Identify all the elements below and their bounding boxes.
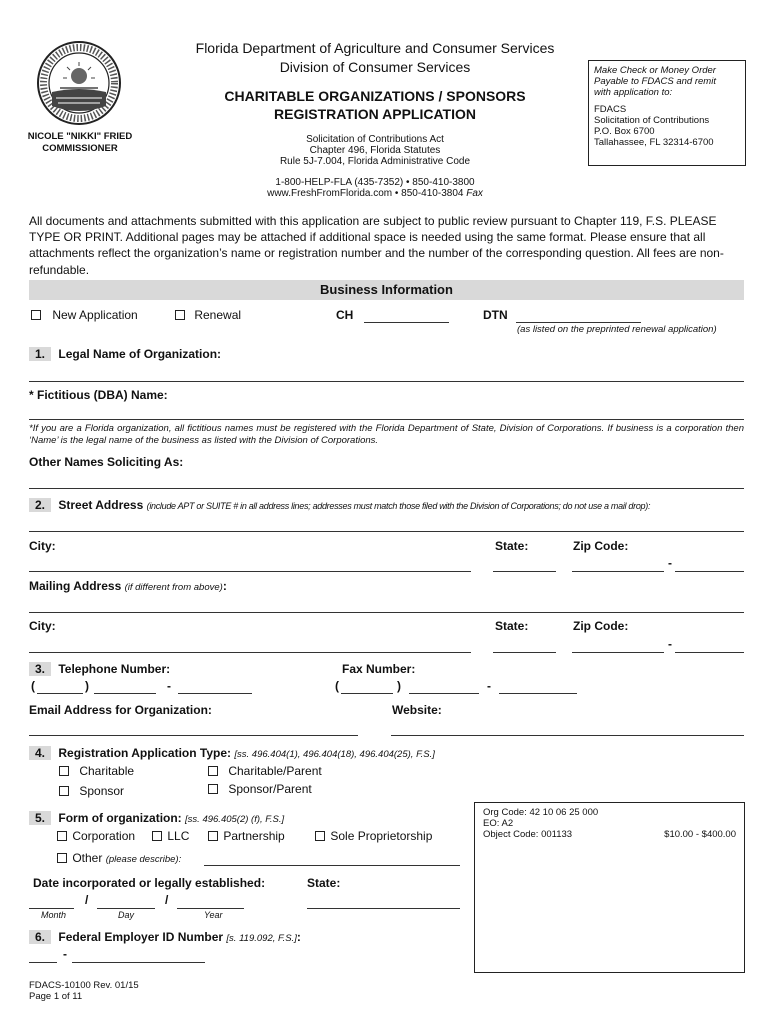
q5-label: Form of organization:: [58, 811, 182, 825]
renewal-label: Renewal: [194, 308, 242, 322]
org-other-field[interactable]: [204, 865, 460, 866]
type-sponsor-checkbox[interactable]: [59, 786, 69, 796]
q2-number: 2.: [29, 498, 51, 512]
org-sole-proprietorship-label: Sole Proprietorship: [330, 829, 433, 843]
org-code: Org Code: 42 10 06 25 000: [483, 807, 599, 818]
new-application-label: New Application: [52, 308, 138, 322]
other-names-label: Other Names Soliciting As:: [29, 455, 184, 469]
fax-prefix-field[interactable]: [409, 693, 479, 694]
registration-type-label: [29, 746, 435, 760]
fax-label: Fax: [466, 188, 483, 199]
tel-paren-open: (: [31, 679, 35, 693]
fax-line-field[interactable]: [499, 693, 577, 694]
q1-label: Legal Name of Organization:: [58, 347, 222, 361]
org-llc-label: LLC: [167, 829, 190, 843]
type-sponsor-parent-label: Sponsor/Parent: [228, 782, 312, 796]
type-sponsor-label: Sponsor: [79, 784, 125, 798]
tel-dash: -: [167, 679, 171, 693]
new-application-checkbox[interactable]: [31, 310, 41, 320]
type-sponsor-parent-option[interactable]: [208, 782, 312, 796]
ch-label: CH: [336, 308, 354, 322]
mailing-address-field[interactable]: [29, 612, 744, 613]
eo-code: EO: A2: [483, 818, 514, 829]
fee-range: $10.00 - $400.00: [664, 829, 736, 840]
org-partnership-checkbox[interactable]: [208, 831, 218, 841]
mailing-city-label: City:: [29, 619, 56, 633]
commissioner-title: COMMISSIONER: [42, 143, 118, 154]
mailing-label: Mailing Address: [29, 579, 122, 593]
website-field[interactable]: [391, 735, 744, 736]
q6-label: Federal Employer ID Number: [58, 930, 224, 944]
zip4-field[interactable]: [675, 571, 744, 572]
renewal-checkbox[interactable]: [175, 310, 185, 320]
org-other-note: (please describe):: [105, 854, 182, 865]
payment-box: [588, 60, 746, 166]
dtn-note: (as listed on the preprinted renewal application): [517, 324, 717, 335]
mailing-state-label: State:: [495, 619, 529, 633]
form-number: FDACS-10100 Rev. 01/15: [29, 980, 139, 991]
mailing-city-field[interactable]: [29, 652, 471, 653]
seal-icon: [36, 40, 122, 126]
org-corporation-label: Corporation: [72, 829, 136, 843]
street-address-label: [29, 498, 650, 512]
q3-label: Telephone Number:: [58, 662, 171, 676]
fein-dash: -: [63, 947, 67, 961]
q6-cite: [s. 119.092, F.S.]: [226, 933, 297, 944]
dtn-field[interactable]: [516, 322, 641, 323]
q1-number: 1.: [29, 347, 51, 361]
payment-addr1: FDACS: [594, 104, 627, 115]
payment-line1: Make Check or Money Order: [594, 65, 716, 76]
mailing-note: (if different from above): [124, 582, 223, 593]
q6-number: 6.: [29, 930, 51, 944]
act-name: Solicitation of Contributions Act: [306, 134, 444, 145]
payment-addr2: Solicitation of Contributions: [594, 115, 710, 126]
fax-paren-close: ): [397, 679, 401, 693]
payment-addr3: P.O. Box 6700: [594, 126, 655, 137]
fax-dash: -: [487, 679, 491, 693]
org-partnership-option[interactable]: [208, 829, 285, 843]
zip-field[interactable]: [572, 571, 664, 572]
mailing-zip-field[interactable]: [572, 652, 664, 653]
org-sole-proprietorship-checkbox[interactable]: [315, 831, 325, 841]
state-seal: [36, 40, 122, 126]
fax-label-text: Fax Number:: [342, 662, 416, 676]
dba-label: * Fictitious (DBA) Name:: [29, 388, 168, 402]
rule-ref: Rule 5J-7.004, Florida Administrative Code: [279, 156, 471, 167]
type-charitable-label: Charitable: [79, 764, 135, 778]
q2-label: Street Address: [58, 498, 144, 512]
org-other-label: Other: [72, 851, 103, 865]
tel-prefix-field[interactable]: [94, 693, 156, 694]
date-slash-1: /: [85, 893, 89, 907]
ch-field[interactable]: [364, 322, 449, 323]
legal-name-field[interactable]: [29, 381, 744, 382]
q5-number: 5.: [29, 811, 51, 825]
dtn-label: DTN: [483, 308, 508, 322]
mailing-zip-label: Zip Code:: [573, 619, 629, 633]
type-charitable-parent-label: Charitable/Parent: [228, 764, 322, 778]
date-slash-2: /: [165, 893, 169, 907]
date-day-field[interactable]: [97, 908, 155, 909]
object-code: Object Code: 001133: [483, 829, 573, 840]
legal-name-label: [29, 347, 221, 361]
chapter-ref: Chapter 496, Florida Statutes: [309, 145, 441, 156]
mailing-state-field[interactable]: [493, 652, 556, 653]
form-title-line2: REGISTRATION APPLICATION: [274, 106, 476, 122]
date-incorporated-label: Date incorporated or legally established:: [33, 876, 266, 890]
other-names-field[interactable]: [29, 488, 744, 489]
state-field[interactable]: [493, 571, 556, 572]
dba-field[interactable]: [29, 419, 744, 420]
type-charitable-option[interactable]: [59, 764, 134, 778]
org-sole-proprietorship-option[interactable]: [315, 829, 432, 843]
department-name: Florida Department of Agriculture and Consumer Services: [195, 40, 555, 56]
mailing-zip-dash: -: [668, 637, 672, 651]
fein-label: [29, 930, 301, 944]
commissioner-name: NICOLE "NIKKI" FRIED: [27, 131, 133, 142]
date-state-field[interactable]: [307, 908, 460, 909]
dba-note: *If you are a Florida organization, all fictitious names must be registered with the Florida Department of State, Division of Corporations. If business is a corporation then ‘Name’ is the legal name of the business as listed with the Division of Corporations.: [29, 423, 744, 446]
city-label: City:: [29, 539, 56, 553]
tel-area-field[interactable]: [37, 693, 83, 694]
fax-area-field[interactable]: [341, 693, 393, 694]
new-application-option[interactable]: [31, 308, 138, 322]
zip-dash: -: [668, 556, 672, 570]
mailing-zip4-field[interactable]: [675, 652, 744, 653]
date-year-caption: Year: [204, 910, 223, 920]
type-charitable-parent-checkbox[interactable]: [208, 766, 218, 776]
mailing-address-label: [29, 579, 227, 593]
payment-line3: with application to:: [594, 87, 673, 98]
q4-number: 4.: [29, 746, 51, 760]
date-year-field[interactable]: [177, 908, 244, 909]
q4-label: Registration Application Type:: [58, 746, 232, 760]
renewal-option[interactable]: [175, 308, 241, 322]
q5-cite: [ss. 496.405(2) (f), F.S.]: [185, 814, 285, 825]
state-label: State:: [495, 539, 529, 553]
org-corporation-option[interactable]: [57, 829, 135, 843]
q2-note: (include APT or SUITE # in all address lines; addresses must match those filed with the Division of Corporations; do not use a mail drop):: [146, 501, 651, 511]
date-state-label: State:: [307, 876, 341, 890]
phone-numbers: 1-800-HELP-FLA (435-7352) • 850-410-3800: [275, 177, 475, 188]
tel-line-field[interactable]: [178, 693, 252, 694]
zip-label: Zip Code:: [573, 539, 629, 553]
email-field[interactable]: [29, 735, 358, 736]
org-llc-option[interactable]: [152, 829, 189, 843]
telephone-label: [29, 662, 170, 676]
q3-number: 3.: [29, 662, 51, 676]
type-sponsor-parent-checkbox[interactable]: [208, 784, 218, 794]
type-sponsor-option[interactable]: [59, 784, 124, 798]
tel-paren-close: ): [85, 679, 89, 693]
date-month-caption: Month: [41, 910, 67, 920]
payment-addr4: Tallahassee, FL 32314-6700: [594, 137, 714, 148]
q4-cite: [ss. 496.404(1), 496.404(18), 496.404(25), F.S.]: [234, 749, 435, 760]
date-day-caption: Day: [118, 910, 135, 920]
intro-paragraph: All documents and attachments submitted with this application are subject to public review pursuant to Chapter 119, F.S. PLEASE TYPE OR PRINT. Additional pages may be attached if additional space is needed using the same format. Please ensure that all attachments reflect the organization’s name or registration number and the number of the corresponding question. All fees are non-refundable.: [29, 214, 724, 277]
org-llc-checkbox[interactable]: [152, 831, 162, 841]
form-of-organization-label: [29, 811, 284, 825]
org-other-option[interactable]: [57, 851, 181, 865]
website-label: Website:: [392, 703, 442, 717]
fein-suffix-field[interactable]: [72, 962, 205, 963]
fax-paren-open: (: [335, 679, 339, 693]
office-use-box: [474, 802, 745, 973]
type-charitable-parent-option[interactable]: [208, 764, 322, 778]
fein-prefix-field[interactable]: [29, 962, 57, 963]
website-fax-text: www.FreshFromFlorida.com • 850-410-3804: [267, 188, 464, 199]
business-info-heading: Business Information: [29, 280, 744, 300]
city-field[interactable]: [29, 571, 471, 572]
payment-line2: Payable to FDACS and remit: [594, 76, 716, 87]
website-fax: [150, 188, 600, 199]
type-charitable-checkbox[interactable]: [59, 766, 69, 776]
org-other-checkbox[interactable]: [57, 853, 67, 863]
division-name: Division of Consumer Services: [279, 59, 471, 75]
org-partnership-label: Partnership: [223, 829, 285, 843]
org-corporation-checkbox[interactable]: [57, 831, 67, 841]
q6-colon: :: [296, 930, 301, 944]
street-address-field[interactable]: [29, 531, 744, 532]
mailing-colon: :: [222, 579, 227, 593]
email-label: Email Address for Organization:: [29, 703, 212, 717]
page-number: Page 1 of 11: [29, 991, 83, 1002]
date-month-field[interactable]: [29, 908, 74, 909]
form-title-line1: CHARITABLE ORGANIZATIONS / SPONSORS: [224, 88, 526, 104]
